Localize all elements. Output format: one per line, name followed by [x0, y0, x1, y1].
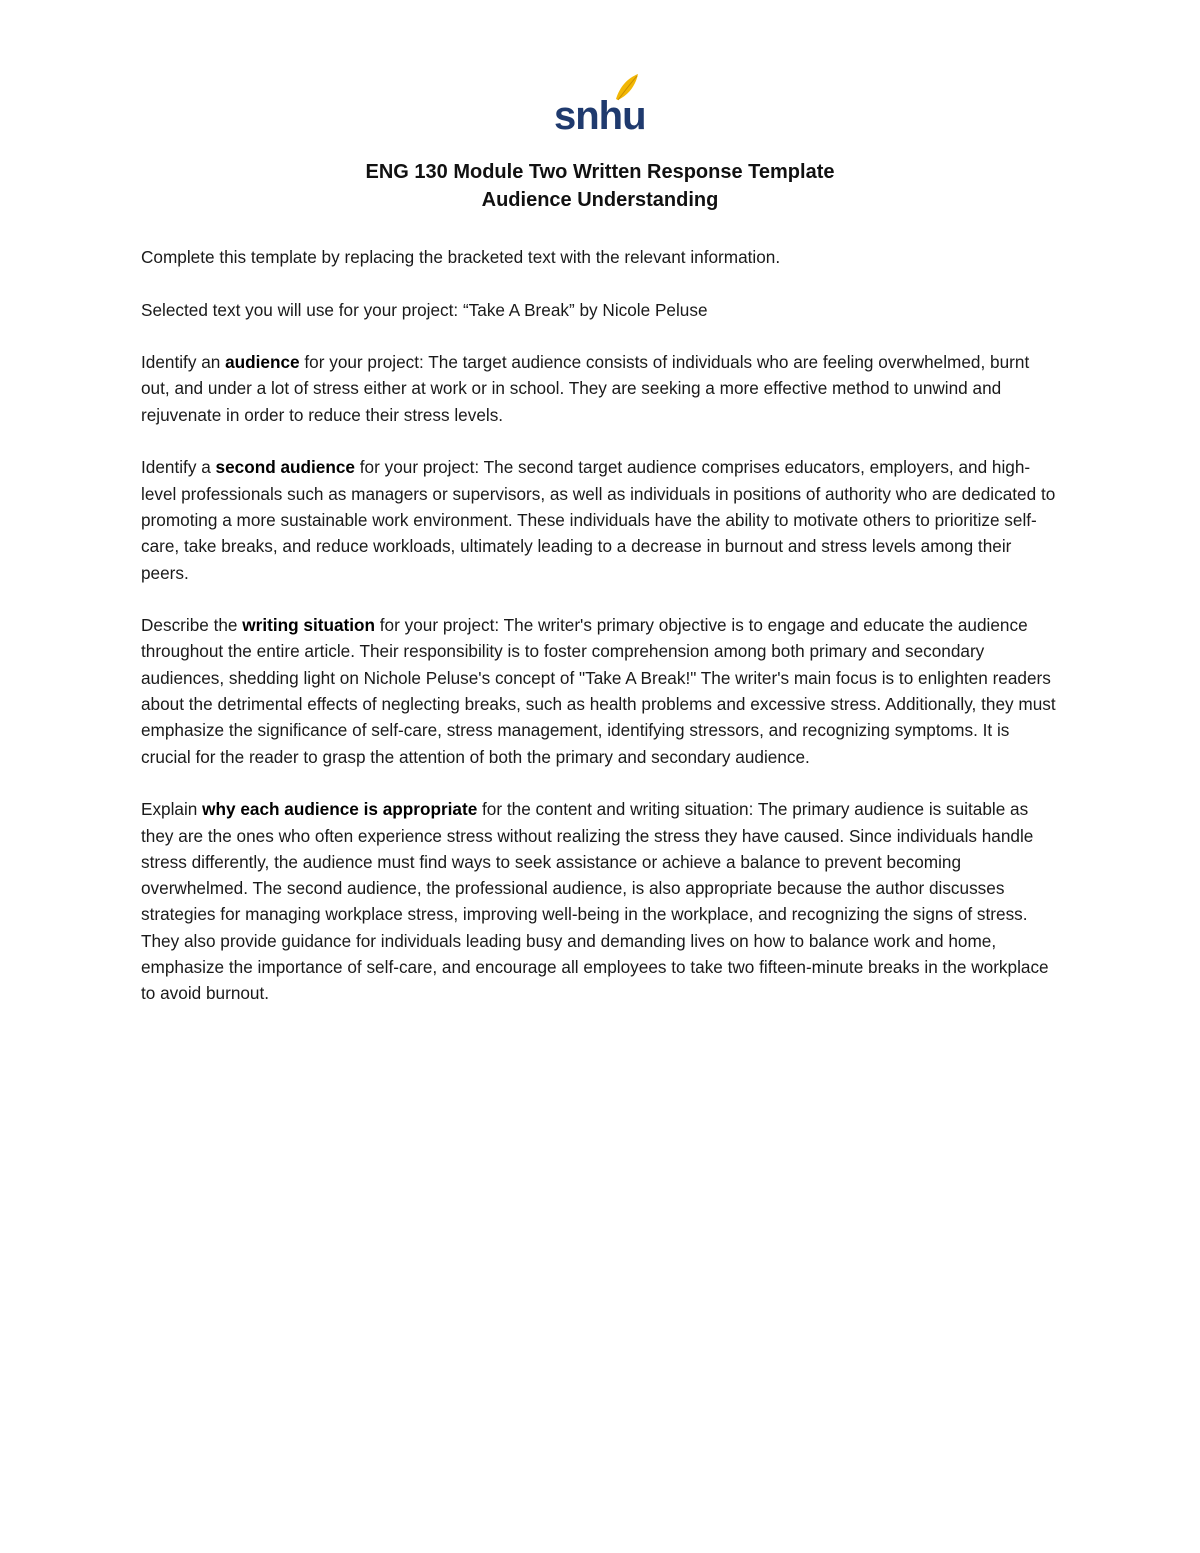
- audience-answer: The target audience consists of individuals who are feeling overwhelmed, burnt out, and under a lot of stress either at work or in school. They are seeking a more effective method to unwind and rejuvenate in order to reduce their stress levels.: [141, 352, 1030, 425]
- writing-situation-suffix: for your project:: [379, 615, 500, 636]
- document-body: [141, 244, 1061, 1033]
- leaf-icon: [552, 72, 652, 136]
- document-title: ENG 130 Module Two Written Response Template: [365, 161, 835, 183]
- audience-suffix: for your project:: [304, 352, 424, 373]
- second-audience-prefix: Identify a: [141, 457, 211, 478]
- selected-text-value: “Take A Break” by Nicole Peluse: [462, 299, 708, 320]
- second-audience-suffix: for your project:: [359, 457, 480, 478]
- snhu-logo: [552, 72, 652, 136]
- second-audience-answer: The second target audience comprises educators, employers, and high-level professionals such as managers or supervisors, as well as individuals in positions of authority who are dedicated to promoting a more sustainable work environment. These individuals have the ability to motivate others to prioritize self-care, take breaks, and reduce workloads, ultimately leading to a decrease in burnout and stress levels among their peers.: [141, 457, 1056, 583]
- selected-text-paragraph: [141, 297, 1061, 323]
- selected-text-label: Selected text you will use for your project:: [141, 299, 459, 320]
- appropriateness-prefix: Explain: [141, 799, 198, 820]
- second-audience-keyword: second audience: [215, 457, 355, 478]
- title-block: [140, 158, 1060, 214]
- document-subtitle: Audience Understanding: [481, 189, 719, 211]
- audience-paragraph: [141, 349, 1061, 428]
- appropriateness-paragraph: [141, 796, 1061, 1006]
- appropriateness-suffix: for the content and writing situation:: [482, 799, 754, 820]
- intro-paragraph: [141, 244, 1061, 270]
- writing-situation-prefix: Describe the: [141, 615, 238, 636]
- writing-situation-answer: The writer's primary objective is to engage and educate the audience throughout the entire article. Their responsibility is to foster comprehension among both primary and secondary audiences, shedding light on Nichole Peluse's concept of "Take A Break!" The writer's main focus is to enlighten readers about the detrimental effects of neglecting breaks, such as health problems and excessive stress. Additionally, they must emphasize the significance of self-care, stress management, identifying stressors, and recognizing symptoms. It is crucial for the reader to grasp the attention of both the primary and secondary audience.: [141, 615, 1056, 767]
- writing-situation-keyword: writing situation: [242, 615, 375, 636]
- appropriateness-answer: The primary audience is suitable as they are the ones who often experience stress without realizing the stress they have caused. Since individuals handle stress differently, the audience must find ways to seek assistance or achieve a balance to prevent becoming overwhelmed. The second audience, the professional audience, is also appropriate because the author discusses strategies for managing workplace stress, improving well-being in the workplace, and recognizing the signs of stress. They also provide guidance for individuals leading busy and demanding lives on how to balance work and home, emphasize the importance of self-care, and encourage all employees to take two fifteen-minute breaks in the workplace to avoid burnout.: [141, 799, 1049, 1004]
- logo-wordmark: snhu: [554, 94, 646, 136]
- audience-prefix: Identify an: [141, 352, 221, 373]
- audience-keyword: audience: [225, 352, 300, 373]
- intro-text: Complete this template by replacing the bracketed text with the relevant information.: [141, 247, 781, 267]
- writing-situation-paragraph: [141, 612, 1061, 770]
- second-audience-paragraph: [141, 454, 1061, 585]
- appropriateness-keyword: why each audience is appropriate: [202, 799, 478, 820]
